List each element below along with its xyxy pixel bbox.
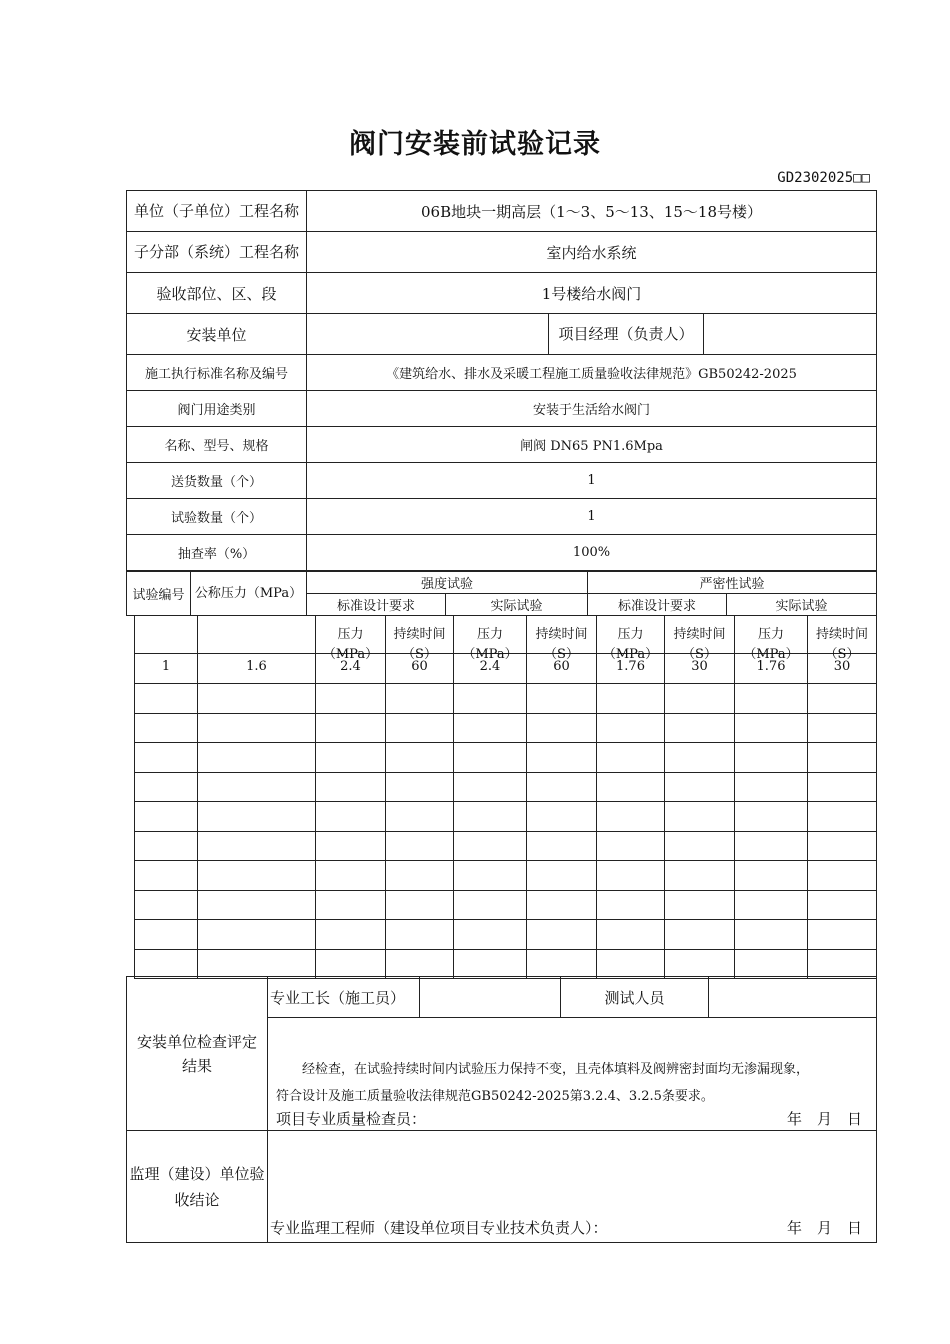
cell-tightness-actual-pressure[interactable]	[735, 713, 808, 743]
header-strength-test: 强度试验	[307, 572, 588, 594]
cell-nominal-pressure[interactable]	[198, 743, 316, 773]
test-header-table	[126, 571, 877, 616]
cell-strength-actual-pressure[interactable]	[454, 949, 527, 979]
cell-strength-actual-pressure[interactable]	[454, 802, 527, 832]
cell-strength-std-pressure[interactable]: 2.4	[316, 654, 386, 684]
cell-tightness-std-duration[interactable]	[665, 743, 735, 773]
cell-tightness-actual-pressure[interactable]	[735, 684, 808, 714]
cell-tightness-std-duration[interactable]	[665, 890, 735, 920]
cell-tightness-actual-duration[interactable]	[808, 920, 877, 950]
value-install-unit[interactable]	[307, 314, 549, 355]
cell-strength-std-pressure[interactable]	[316, 684, 386, 714]
cell-strength-std-duration[interactable]	[386, 743, 454, 773]
label-project-manager: 项目经理（负责人）	[549, 314, 704, 355]
cell-strength-actual-duration[interactable]	[527, 743, 597, 773]
cell-nominal-pressure[interactable]	[198, 831, 316, 861]
label-acceptance-part: 验收部位、区、段	[127, 273, 307, 314]
test-row	[135, 802, 877, 832]
cell-strength-std-duration[interactable]	[386, 920, 454, 950]
cell-tightness-actual-duration[interactable]	[808, 684, 877, 714]
cell-test-no[interactable]	[135, 684, 198, 714]
cell-tightness-std-pressure[interactable]	[597, 802, 665, 832]
header-test-no: 试验编号	[127, 572, 191, 616]
test-row	[135, 743, 877, 773]
cell-strength-std-duration[interactable]	[386, 684, 454, 714]
cell-tightness-std-pressure[interactable]	[597, 772, 665, 802]
cell-strength-actual-duration[interactable]	[527, 684, 597, 714]
subheader-duration: 持续时间（S）	[386, 616, 454, 654]
label-sampling-rate: 抽查率（%）	[127, 535, 307, 571]
cell-strength-actual-pressure[interactable]	[454, 684, 527, 714]
cell-tightness-actual-pressure[interactable]	[735, 920, 808, 950]
cell-strength-std-duration[interactable]	[386, 861, 454, 891]
cell-strength-std-duration[interactable]: 60	[386, 654, 454, 684]
label-delivery-qty: 送货数量（个）	[127, 463, 307, 499]
cell-tightness-std-duration[interactable]	[665, 920, 735, 950]
cell-tightness-actual-duration[interactable]	[808, 890, 877, 920]
value-subdivision-name[interactable]: 室内给水系统	[307, 232, 877, 273]
cell-strength-actual-pressure[interactable]	[454, 890, 527, 920]
cell-tightness-actual-duration[interactable]	[808, 713, 877, 743]
cell-strength-std-pressure[interactable]	[316, 802, 386, 832]
cell-strength-actual-duration[interactable]	[527, 831, 597, 861]
cell-test-no[interactable]	[135, 802, 198, 832]
cell-test-no[interactable]	[135, 890, 198, 920]
page-title: 阀门安装前试验记录	[349, 129, 601, 160]
cell-strength-actual-pressure[interactable]	[454, 920, 527, 950]
cell-strength-actual-duration[interactable]	[527, 949, 597, 979]
header-tightness-actual: 实际试验	[727, 594, 877, 616]
cell-strength-std-pressure[interactable]	[316, 861, 386, 891]
cell-nominal-pressure[interactable]	[198, 949, 316, 979]
cell-tightness-actual-duration[interactable]	[808, 802, 877, 832]
cell-nominal-pressure[interactable]	[198, 861, 316, 891]
cell-tightness-actual-duration[interactable]	[808, 861, 877, 891]
cell-nominal-pressure[interactable]	[198, 772, 316, 802]
cell-strength-std-duration[interactable]	[386, 713, 454, 743]
cell-strength-std-pressure[interactable]	[316, 949, 386, 979]
cell-strength-std-duration[interactable]	[386, 831, 454, 861]
test-row	[135, 684, 877, 714]
label-tester: 测试人员	[561, 977, 709, 1018]
subheader-duration: 持续时间（S）	[808, 616, 877, 654]
cell-tightness-std-duration[interactable]	[665, 802, 735, 832]
cell-tightness-std-pressure[interactable]	[597, 890, 665, 920]
label-test-qty: 试验数量（个）	[127, 499, 307, 535]
label-install-unit: 安装单位	[127, 314, 307, 355]
supervision-date: 年 月 日	[786, 1219, 862, 1237]
value-project-manager[interactable]	[704, 314, 877, 355]
cell-tightness-std-pressure[interactable]	[597, 920, 665, 950]
cell-tightness-std-duration[interactable]	[665, 861, 735, 891]
install-check-result[interactable]	[268, 1018, 877, 1131]
cell-strength-std-duration[interactable]	[386, 802, 454, 832]
subheader-blank-2	[198, 616, 316, 654]
inspector-label: 项目专业质量检查员：	[276, 1110, 427, 1128]
cell-tightness-actual-duration[interactable]	[808, 772, 877, 802]
cell-tightness-actual-pressure[interactable]	[735, 743, 808, 773]
value-test-qty[interactable]: 1	[307, 499, 877, 535]
cell-test-no[interactable]	[135, 743, 198, 773]
check-text-line-1: 经检查，在试验持续时间内试验压力保持不变，且壳体填料及阀辨密封面均无渗漏现象，	[302, 1062, 810, 1077]
cell-strength-actual-pressure[interactable]	[454, 861, 527, 891]
cell-tightness-actual-pressure[interactable]: 1.76	[735, 654, 808, 684]
value-foreman[interactable]	[420, 977, 561, 1018]
cell-tightness-actual-pressure[interactable]	[735, 890, 808, 920]
subheader-pressure: 压力（MPa）	[735, 616, 808, 654]
label-project-name: 单位（子单位）工程名称	[127, 191, 307, 232]
cell-tightness-actual-duration[interactable]: 30	[808, 654, 877, 684]
cell-strength-actual-pressure[interactable]	[454, 743, 527, 773]
cell-tightness-std-duration[interactable]: 30	[665, 654, 735, 684]
cell-tightness-actual-pressure[interactable]	[735, 861, 808, 891]
cell-tightness-actual-pressure[interactable]	[735, 772, 808, 802]
footer-table	[126, 976, 877, 1243]
info-table	[126, 190, 877, 571]
cell-test-no[interactable]	[135, 713, 198, 743]
cell-nominal-pressure[interactable]	[198, 713, 316, 743]
cell-strength-std-duration[interactable]	[386, 772, 454, 802]
label-foreman: 专业工长（施工员）	[268, 977, 420, 1018]
cell-strength-std-pressure[interactable]	[316, 772, 386, 802]
cell-tightness-std-pressure[interactable]: 1.76	[597, 654, 665, 684]
check-text-line-2: 符合设计及施工质量验收法律规范GB50242-2025第3.2.4、3.2.5条要求。	[276, 1089, 714, 1104]
value-delivery-qty[interactable]: 1	[307, 463, 877, 499]
value-model-spec[interactable]: 闸阀 DN65 PN1.6Mpa	[307, 427, 877, 463]
cell-tightness-std-pressure[interactable]	[597, 861, 665, 891]
cell-strength-std-pressure[interactable]	[316, 890, 386, 920]
cell-tightness-std-duration[interactable]	[665, 772, 735, 802]
value-project-name[interactable]: 06B地块一期高层（1～3、5～13、15～18号楼）	[307, 191, 877, 232]
test-row	[135, 949, 877, 979]
cell-strength-actual-pressure[interactable]: 2.4	[454, 654, 527, 684]
cell-nominal-pressure[interactable]: 1.6	[198, 654, 316, 684]
cell-nominal-pressure[interactable]	[198, 802, 316, 832]
header-nominal-pressure: 公称压力（MPa）	[191, 572, 307, 616]
value-valve-usage[interactable]: 安装于生活给水阀门	[307, 391, 877, 427]
cell-tightness-std-duration[interactable]	[665, 684, 735, 714]
test-row	[135, 920, 877, 950]
subheader-duration: 持续时间（S）	[527, 616, 597, 654]
value-acceptance-part[interactable]: 1号楼给水阀门	[307, 273, 877, 314]
label-model-spec: 名称、型号、规格	[127, 427, 307, 463]
cell-strength-std-pressure[interactable]	[316, 920, 386, 950]
cell-strength-actual-pressure[interactable]	[454, 713, 527, 743]
cell-strength-actual-pressure[interactable]	[454, 831, 527, 861]
label-standard: 施工执行标准名称及编号	[127, 355, 307, 391]
value-standard[interactable]: 《建筑给水、排水及采暖工程施工质量验收法律规范》GB50242-2025	[307, 355, 877, 391]
cell-test-no[interactable]	[135, 772, 198, 802]
cell-strength-actual-duration[interactable]	[527, 890, 597, 920]
cell-tightness-actual-pressure[interactable]	[735, 949, 808, 979]
value-sampling-rate[interactable]: 100%	[307, 535, 877, 571]
cell-nominal-pressure[interactable]	[198, 684, 316, 714]
test-row	[135, 831, 877, 861]
cell-strength-actual-duration[interactable]	[527, 772, 597, 802]
test-data-table	[134, 615, 877, 979]
cell-nominal-pressure[interactable]	[198, 890, 316, 920]
label-subdivision-name: 子分部（系统）工程名称	[127, 232, 307, 273]
cell-tightness-std-pressure[interactable]	[597, 743, 665, 773]
subheader-pressure: 压力（MPa）	[597, 616, 665, 654]
label-supervision: 监理（建设）单位验收结论	[127, 1131, 268, 1243]
cell-strength-actual-duration[interactable]	[527, 861, 597, 891]
document-code: GD2302025□□	[777, 170, 870, 186]
cell-tightness-std-pressure[interactable]	[597, 713, 665, 743]
label-install-check: 安装单位检查评定结果	[127, 977, 268, 1131]
cell-tightness-actual-duration[interactable]	[808, 743, 877, 773]
inspector-date: 年 月 日	[786, 1110, 862, 1128]
cell-tightness-std-pressure[interactable]	[597, 949, 665, 979]
cell-test-no[interactable]: 1	[135, 654, 198, 684]
header-strength-std: 标准设计要求	[307, 594, 446, 616]
cell-strength-std-pressure[interactable]	[316, 713, 386, 743]
supervision-result[interactable]	[268, 1131, 877, 1243]
subheader-blank-1	[135, 616, 198, 654]
cell-strength-actual-duration[interactable]	[527, 713, 597, 743]
cell-tightness-actual-pressure[interactable]	[735, 802, 808, 832]
cell-strength-actual-pressure[interactable]	[454, 772, 527, 802]
cell-strength-std-pressure[interactable]	[316, 743, 386, 773]
subheader-pressure: 压力（MPa）	[316, 616, 386, 654]
cell-tightness-std-pressure[interactable]	[597, 684, 665, 714]
header-tightness-test: 严密性试验	[588, 572, 877, 594]
test-row	[135, 713, 877, 743]
subheader-pressure: 压力（MPa）	[454, 616, 527, 654]
cell-strength-actual-duration[interactable]	[527, 802, 597, 832]
value-tester[interactable]	[709, 977, 877, 1018]
cell-test-no[interactable]	[135, 861, 198, 891]
cell-tightness-std-pressure[interactable]	[597, 831, 665, 861]
cell-test-no[interactable]	[135, 949, 198, 979]
cell-tightness-actual-pressure[interactable]	[735, 831, 808, 861]
cell-test-no[interactable]	[135, 831, 198, 861]
cell-strength-std-pressure[interactable]	[316, 831, 386, 861]
header-tightness-std: 标准设计要求	[588, 594, 727, 616]
label-valve-usage: 阀门用途类别	[127, 391, 307, 427]
cell-tightness-std-duration[interactable]	[665, 713, 735, 743]
cell-test-no[interactable]	[135, 920, 198, 950]
engineer-label: 专业监理工程师（建设单位项目专业技术负责人）：	[270, 1219, 608, 1237]
cell-strength-std-duration[interactable]	[386, 949, 454, 979]
header-strength-actual: 实际试验	[446, 594, 588, 616]
cell-tightness-actual-duration[interactable]	[808, 831, 877, 861]
test-row	[135, 772, 877, 802]
test-row	[135, 861, 877, 891]
cell-strength-std-duration[interactable]	[386, 890, 454, 920]
cell-nominal-pressure[interactable]	[198, 920, 316, 950]
cell-strength-actual-duration[interactable]	[527, 920, 597, 950]
cell-tightness-std-duration[interactable]	[665, 831, 735, 861]
subheader-duration: 持续时间（S）	[665, 616, 735, 654]
cell-tightness-actual-duration[interactable]	[808, 949, 877, 979]
test-row	[135, 890, 877, 920]
cell-tightness-std-duration[interactable]	[665, 949, 735, 979]
cell-strength-actual-duration[interactable]: 60	[527, 654, 597, 684]
